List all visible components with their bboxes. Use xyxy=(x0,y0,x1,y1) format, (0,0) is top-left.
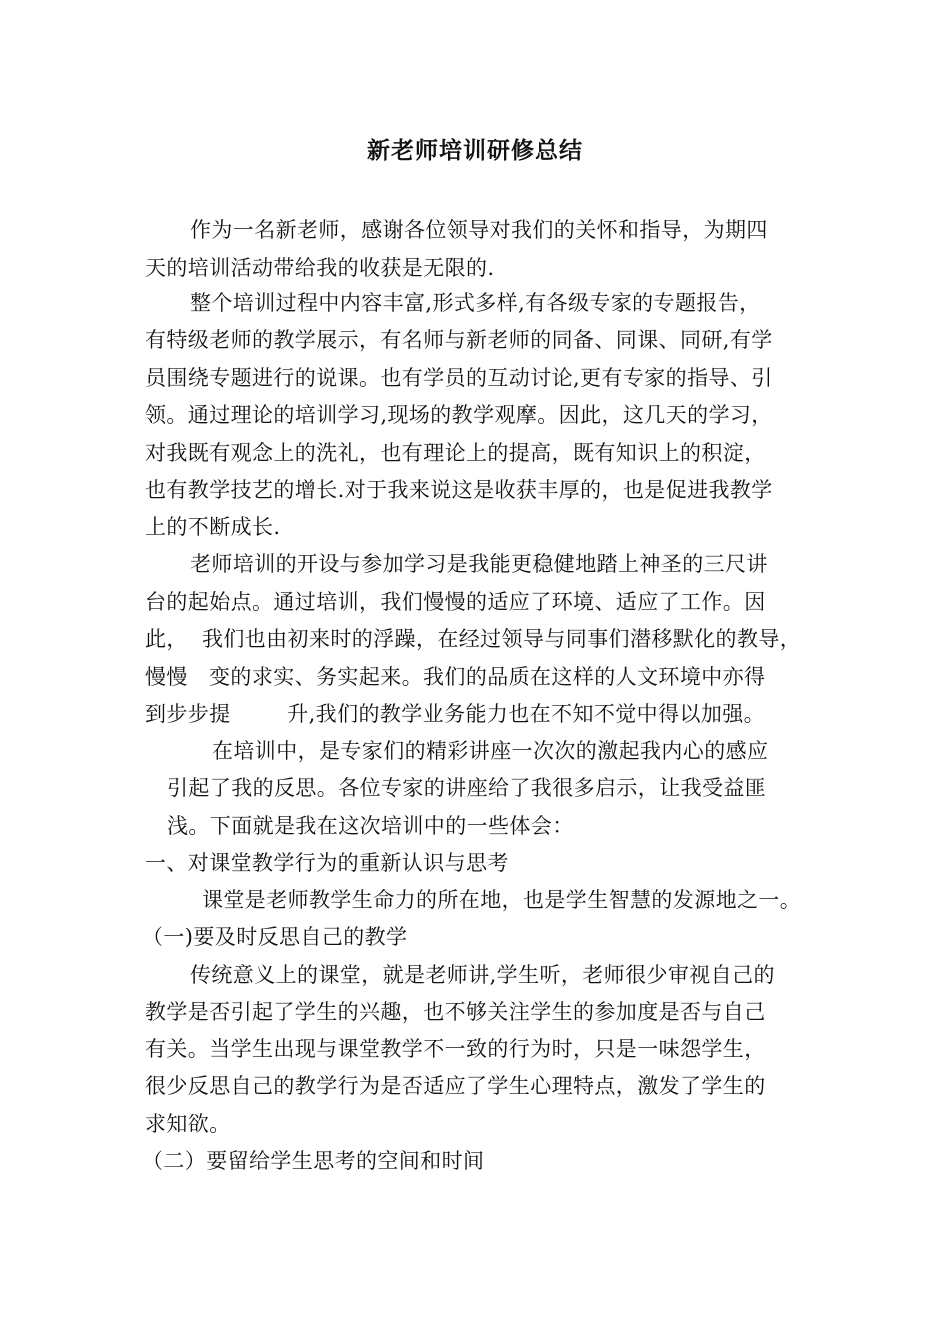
body-line: 也有教学技艺的增长.对于我来说这是收获丰厚的，也是促进我教学 xyxy=(145,478,773,502)
body-line: 教学是否引起了学生的兴趣，也不够关注学生的参加度是否与自己 xyxy=(145,1000,766,1024)
body-line: 慢慢 变的求实、务实起来。我们的品质在这样的人文环境中亦得 xyxy=(145,665,766,689)
document-title: 新老师培训研修总结 xyxy=(367,137,583,164)
body-line: 有关。当学生出现与课堂教学不一致的行为时，只是一味怨学生， xyxy=(145,1037,766,1061)
body-line: 有特级老师的教学展示，有名师与新老师的同备、同课、同研,有学 xyxy=(145,328,773,352)
body-line: 求知欲。 xyxy=(145,1112,231,1136)
section-heading: 一、对课堂教学行为的重新认识与思考 xyxy=(145,851,509,875)
body-line: 课堂是老师教学生命力的所在地，也是学生智慧的发源地之一。 xyxy=(202,888,802,912)
subsection-heading: （一)要及时反思自己的教学 xyxy=(142,925,408,949)
body-line: 在培训中，是专家们的精彩讲座一次次的激起我内心的感应 xyxy=(212,739,769,763)
body-line: 作为一名新老师，感谢各位领导对我们的关怀和指导，为期四 xyxy=(190,218,768,242)
subsection-heading: （二）要留给学生思考的空间和时间 xyxy=(142,1149,485,1173)
body-line: 此， 我们也由初来时的浮躁，在经过领导与同事们潜移默化的教导， xyxy=(145,627,802,651)
body-line: 对我既有观念上的洗礼，也有理论上的提高，既有知识上的积淀， xyxy=(145,441,766,465)
body-line: 传统意义上的课堂，就是老师讲,学生听，老师很少审视自己的 xyxy=(190,963,775,987)
body-line: 台的起始点。通过培训，我们慢慢的适应了环境、适应了工作。因 xyxy=(145,590,766,614)
body-line: 整个培训过程中内容丰富,形式多样,有各级专家的专题报告， xyxy=(190,291,761,315)
body-line: 上的不断成长. xyxy=(145,515,281,539)
body-line: 老师培训的开设与参加学习是我能更稳健地踏上神圣的三尺讲 xyxy=(190,552,768,576)
body-line: 很少反思自己的教学行为是否适应了学生心理特点，激发了学生的 xyxy=(145,1074,766,1098)
body-line: 领。通过理论的培训学习,现场的教学观摩。因此，这几天的学习， xyxy=(145,403,773,427)
body-line: 引起了我的反思。各位专家的讲座给了我很多启示，让我受益匪 xyxy=(167,776,767,800)
body-line: 天的培训活动带给我的收获是无限的. xyxy=(145,256,495,280)
body-line: 员围绕专题进行的说课。也有学员的互动讨论,更有专家的指导、引 xyxy=(145,366,773,390)
body-line: 到步步提 升,我们的教学业务能力也在不知不觉中得以加强。 xyxy=(145,702,766,726)
body-line: 浅。下面就是我在这次培训中的一些体会： xyxy=(167,814,574,838)
